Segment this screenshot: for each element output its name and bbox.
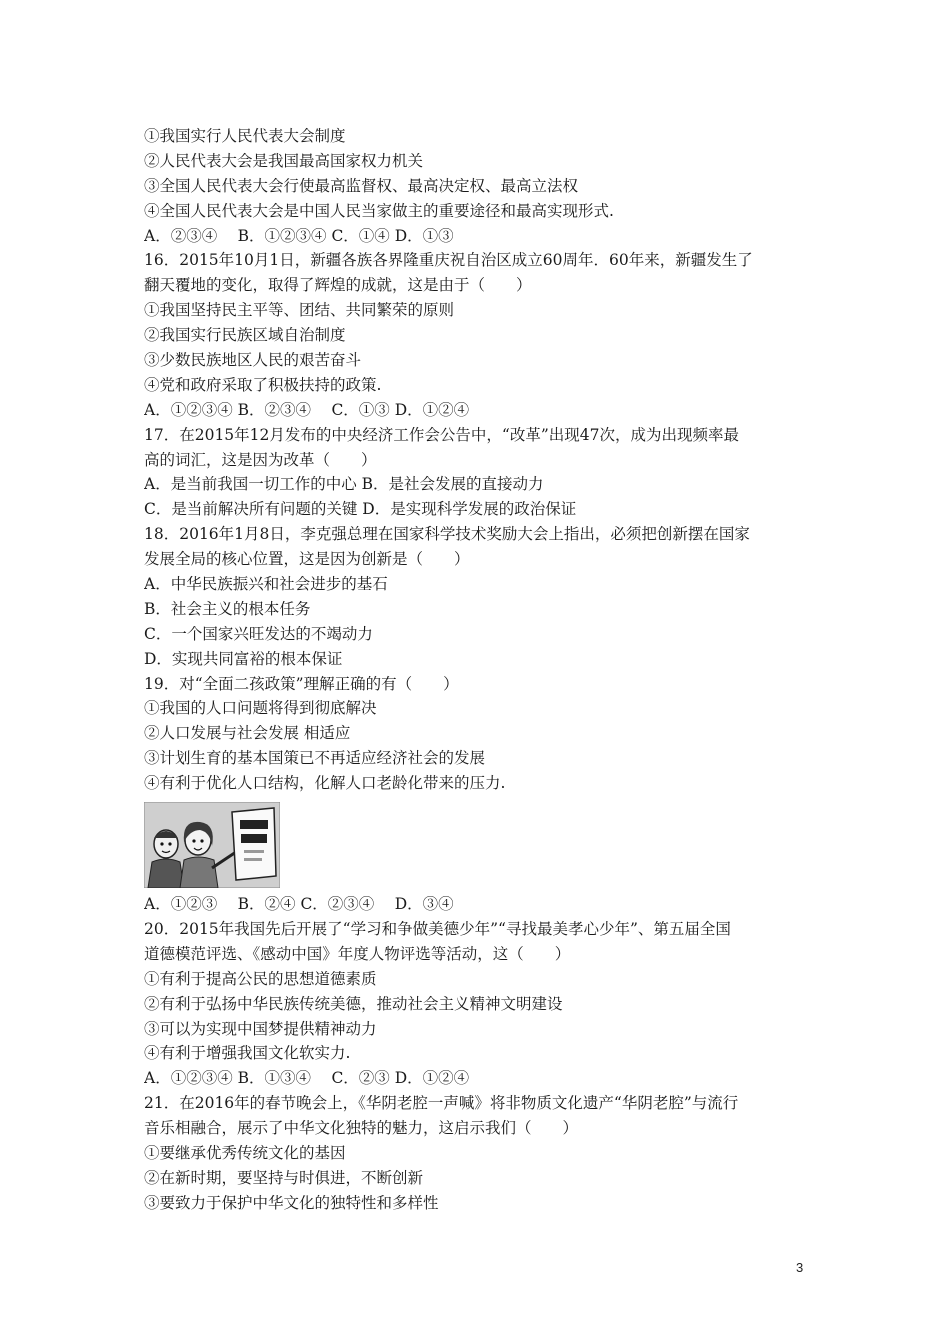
q18-stem: 18．2016年1月8日，李克强总理在国家科学技术奖励大会上指出，必须把创新摆在国家 — [144, 525, 750, 544]
q18-option: B．社会主义的根本任务 — [144, 599, 311, 618]
q15-item: ②人民代表大会是我国最高国家权力机关 — [144, 151, 424, 170]
q16-item: ②我国实行民族区域自治制度 — [144, 326, 346, 345]
q16-stem: 翻天覆地的变化，取得了辉煌的成就，这是由于（ ） — [144, 276, 532, 295]
q21-stem: 21．在2016年的春节晚会上，《华阴老腔一声喊》将非物质文化遗产“华阴老腔”与流行 — [144, 1094, 739, 1113]
q15-item: ④全国人民代表大会是中国人民当家做主的重要途径和最高实现形式. — [144, 201, 614, 220]
q17-options: C．是当前解决所有问题的关键 D．是实现科学发展的政治保证 — [144, 500, 577, 519]
q18-stem: 发展全局的核心位置，这是因为创新是（ ） — [144, 550, 470, 569]
q20-item: ③可以为实现中国梦提供精神动力 — [144, 1019, 377, 1038]
q19-item: ②人口发展与社会发展 相适应 — [144, 724, 351, 743]
q20-stem: 20．2015年我国先后开展了“学习和争做美德少年”“寻找最美孝心少年”、第五届全国 — [144, 919, 731, 938]
q15-item: ③全国人民代表大会行使最高监督权、最高决定权、最高立法权 — [144, 176, 579, 195]
cartoon-couple-with-poster — [144, 802, 280, 888]
two-child-policy-illustration — [144, 802, 280, 888]
q17-options: A．是当前我国一切工作的中心 B．是社会发展的直接动力 — [144, 475, 544, 494]
q19-stem: 19．对“全面二孩政策”理解正确的有（ ） — [144, 674, 459, 693]
q18-option: D．实现共同富裕的根本保证 — [144, 649, 343, 668]
q16-item: ④党和政府采取了积极扶持的政策. — [144, 375, 382, 394]
q21-item: ③要致力于保护中华文化的独特性和多样性 — [144, 1193, 439, 1212]
q19-item: ④有利于优化人口结构，化解人口老龄化带来的压力. — [144, 774, 506, 793]
q15-options: A．②③④ B．①②③④ C．①④ D．①③ — [144, 226, 454, 245]
q20-item: ①有利于提高公民的思想道德素质 — [144, 969, 377, 988]
q17-stem: 高的词汇，这是因为改革（ ） — [144, 450, 377, 469]
q19-item: ③计划生育的基本国策已不再适应经济社会的发展 — [144, 749, 486, 768]
q17-stem: 17．在2015年12月发布的中央经济工作会公告中，“改革”出现47次，成为出现频率最 — [144, 425, 739, 444]
q21-item: ①要继承优秀传统文化的基因 — [144, 1143, 346, 1162]
q16-options: A．①②③④ B．②③④ C．①③ D．①②④ — [144, 400, 470, 419]
q18-option: C．一个国家兴旺发达的不竭动力 — [144, 624, 373, 643]
question-content — [144, 124, 814, 1216]
q20-stem: 道德模范评选、《感动中国》年度人物评选等活动，这（ ） — [144, 944, 571, 963]
q21-stem: 音乐相融合，展示了中华文化独特的魅力，这启示我们（ ） — [144, 1119, 579, 1138]
q20-item: ④有利于增强我国文化软实力. — [144, 1044, 351, 1063]
q15-item: ①我国实行人民代表大会制度 — [144, 127, 346, 145]
q20-options: A．①②③④ B．①③④ C．②③ D．①②④ — [144, 1069, 470, 1088]
q21-item: ②在新时期，要坚持与时俱进，不断创新 — [144, 1168, 424, 1187]
q18-option: A．中华民族振兴和社会进步的基石 — [144, 575, 388, 594]
q16-item: ①我国坚持民主平等、团结、共同繁荣的原则 — [144, 301, 455, 320]
q20-item: ②有利于弘扬中华民族传统美德，推动社会主义精神文明建设 — [144, 994, 563, 1013]
q19-options: A．①②③ B．②④ C．②③④ D．③④ — [144, 895, 454, 914]
q16-item: ③少数民族地区人民的艰苦奋斗 — [144, 351, 362, 370]
q16-stem: 16．2015年10月1日，新疆各族各界隆重庆祝自治区成立60周年．60年来，新疆发生了 — [144, 251, 753, 270]
q19-item: ①我国的人口问题将得到彻底解决 — [144, 699, 377, 718]
page-number: 3 — [796, 1260, 804, 1275]
